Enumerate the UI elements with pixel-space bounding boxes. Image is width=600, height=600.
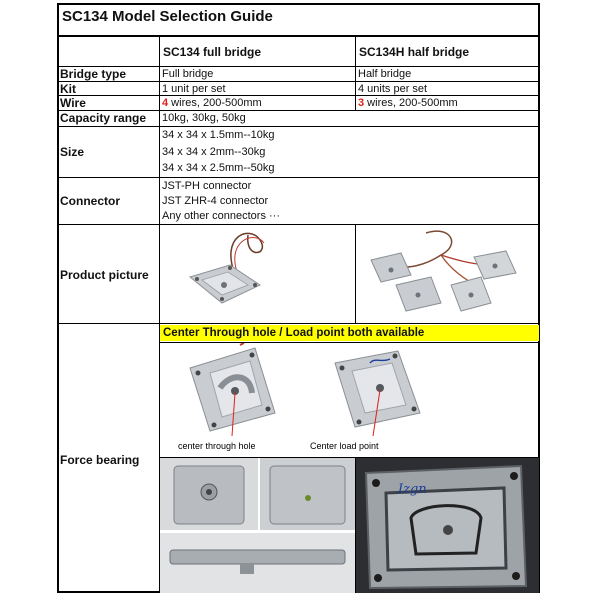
wire-spec-half: wires, 200-500mm: [364, 97, 458, 109]
row-label-kit: Kit: [60, 82, 76, 96]
kit-half: 4 units per set: [358, 83, 428, 95]
page-title: SC134 Model Selection Guide: [62, 8, 273, 25]
kit-full: 1 unit per set: [162, 83, 226, 95]
connector-line: JST ZHR-4 connector: [162, 195, 269, 207]
force-bearing-detail-photos: [160, 458, 355, 593]
wire-count-full: 4: [162, 97, 169, 109]
size-line: 34 x 34 x 2mm--30kg: [162, 146, 266, 158]
divider: [57, 177, 540, 178]
size-line: 34 x 34 x 1.5mm--10kg: [162, 129, 275, 141]
product-photo-full-bridge: [160, 225, 355, 323]
connector-line: JST-PH connector: [162, 180, 252, 192]
row-label-product-picture: Product picture: [60, 268, 149, 282]
caption-center-through-hole: center through hole: [178, 441, 256, 451]
divider: [57, 323, 540, 324]
row-label-force-bearing: Force bearing: [60, 453, 140, 467]
row-label-size: Size: [60, 145, 85, 159]
product-photo-half-bridge: [356, 225, 539, 323]
divider: [57, 95, 540, 96]
handwritten-label: Izgn: [398, 482, 427, 497]
divider: [57, 126, 540, 127]
bridge-type-half: Half bridge: [358, 68, 412, 80]
bridge-type-full: Full bridge: [162, 68, 214, 80]
wire-count-half: 3: [358, 97, 365, 109]
force-bearing-comparison-photo: [160, 343, 539, 457]
column-header-half-bridge: SC134H half bridge: [359, 45, 470, 59]
force-bearing-closeup-photo: [356, 458, 539, 593]
capacity-value: 10kg, 30kg, 50kg: [162, 112, 246, 124]
row-label-bridge-type: Bridge type: [60, 67, 127, 81]
force-bearing-banner: Center Through hole / Load point both available: [160, 325, 539, 341]
size-line: 34 x 34 x 2.5mm--50kg: [162, 162, 275, 174]
wire-half: [358, 96, 458, 110]
divider: [57, 35, 540, 37]
caption-center-load-point: Center load point: [310, 441, 379, 451]
connector-line: Any other connectors ···: [162, 210, 280, 222]
wire-full: [162, 96, 262, 110]
row-label-connector: Connector: [60, 194, 120, 208]
column-header-full-bridge: SC134 full bridge: [163, 45, 262, 59]
wire-spec-full: wires, 200-500mm: [168, 97, 262, 109]
divider: [355, 36, 356, 110]
row-label-capacity: Capacity range: [60, 111, 147, 125]
divider: [57, 81, 540, 82]
divider: [57, 66, 540, 67]
row-label-wire: Wire: [60, 96, 86, 110]
